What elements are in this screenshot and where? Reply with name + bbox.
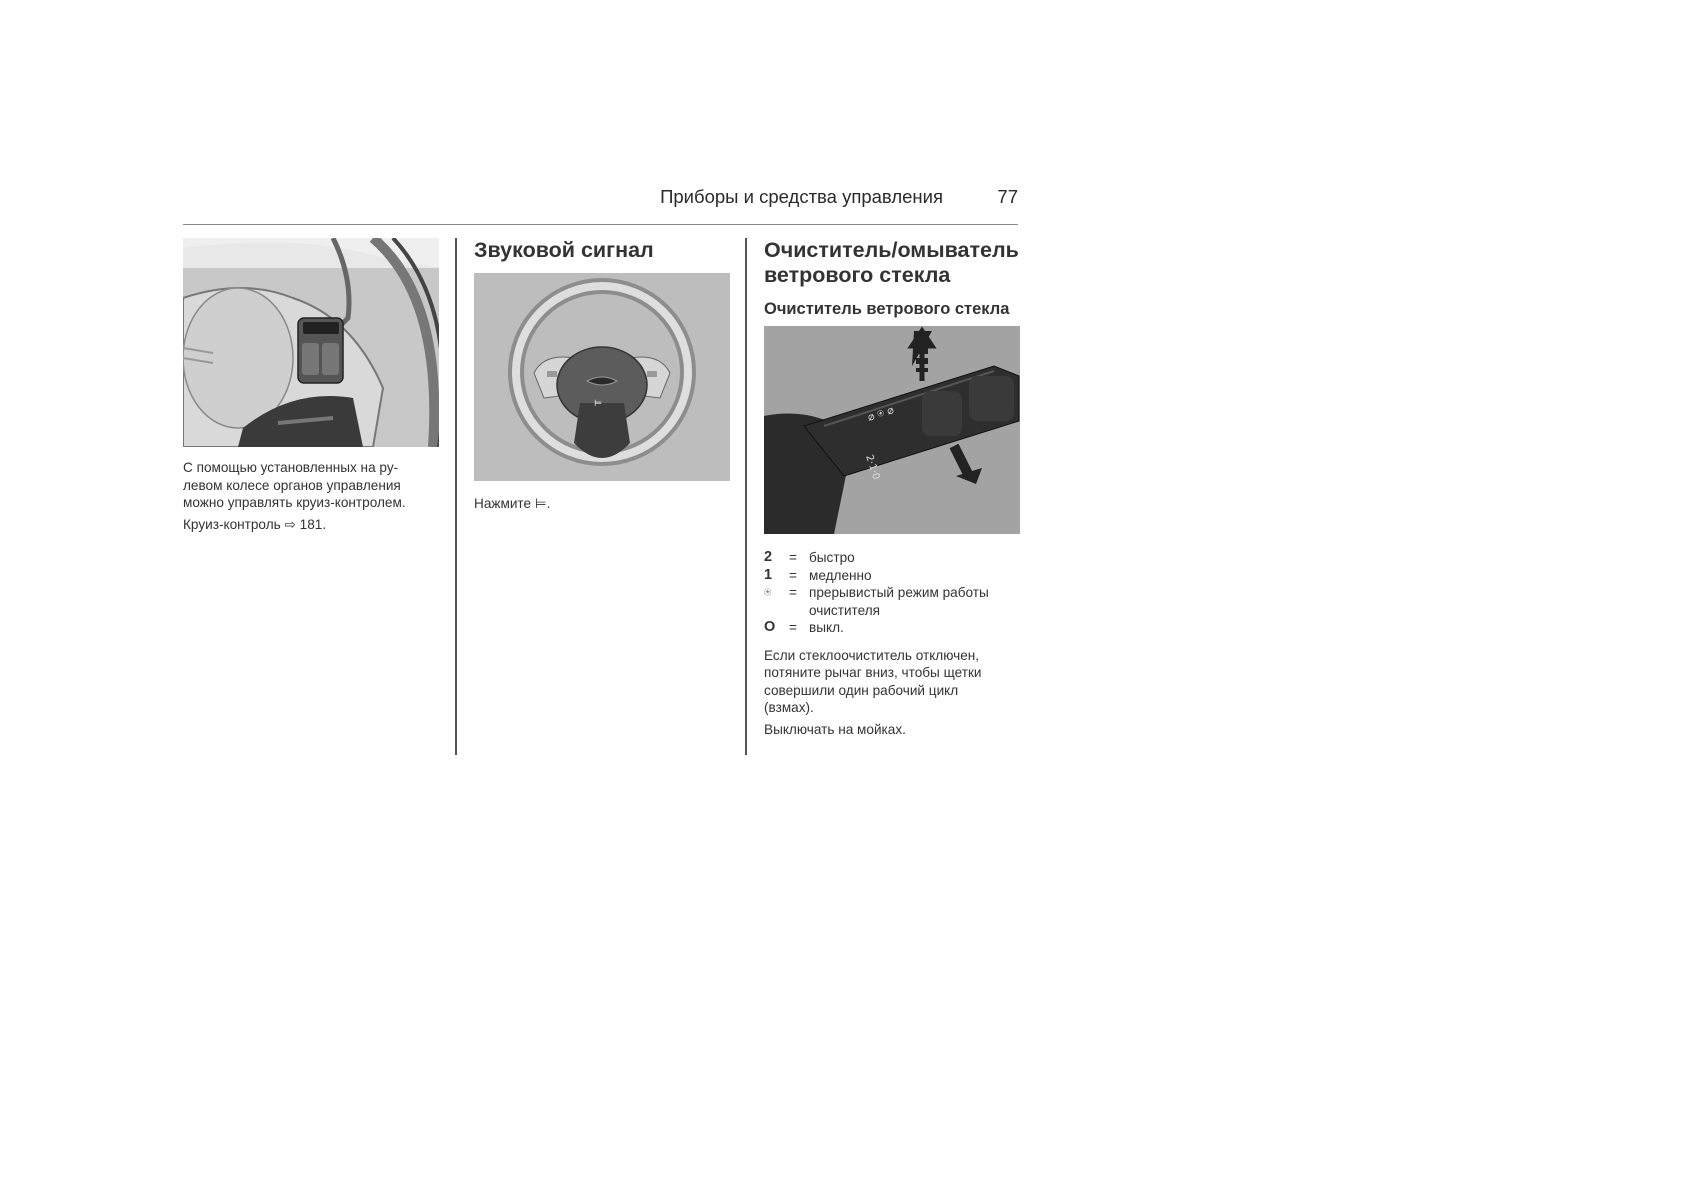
column-divider <box>745 238 747 755</box>
column-divider <box>455 238 457 755</box>
horn-section-title: Звуковой сигнал <box>474 238 654 262</box>
steering-wheel-controls-image <box>183 238 439 447</box>
svg-text:⌀ ⍟ ⌀: ⌀ ⍟ ⌀ <box>865 403 896 424</box>
page-number: 77 <box>997 186 1018 207</box>
page-header <box>183 178 1018 225</box>
column-horn <box>474 238 730 513</box>
cruise-controls-description: С помощью установленных на ру- левом колесе органов управления можно управлять круиз-контролем. <box>183 460 406 510</box>
wiper-carwash-note: Выключать на мойках. <box>764 721 906 737</box>
steering-wheel-horn-image <box>474 273 730 481</box>
legend-item: O = выкл. <box>764 619 844 635</box>
wiper-legend <box>764 549 1024 738</box>
svg-text:⊨: ⊨ <box>594 399 602 409</box>
legend-item: 1 = медленно <box>764 566 872 583</box>
legend-item: 2 = быстро <box>764 549 855 565</box>
wiper-section-title: Очиститель/омыватель ветрового стекла <box>764 238 1019 287</box>
horn-instruction: Нажмите ⊨. <box>474 496 551 511</box>
svg-text:2·1·0: 2·1·0 <box>863 453 882 482</box>
wiper-lever-image <box>764 326 1020 534</box>
intermittent-wipe-icon: ⍟ <box>764 585 772 599</box>
cruise-control-crossref[interactable]: Круиз-контроль ⇨ 181. <box>183 516 327 532</box>
header-title: Приборы и средства управления <box>660 186 943 207</box>
legend-item: ⍟ = прерывистый режим работы очистителя <box>764 585 989 618</box>
column-wiper <box>764 238 1020 534</box>
wiper-single-wipe-text: Если стеклоочиститель отключен, потяните рычаг вниз, чтобы щетки совершили один рабочий цикл (взмах). <box>764 647 982 715</box>
column-cruise-controls <box>183 238 439 533</box>
wiper-subtitle: Очиститель ветрового стекла <box>764 300 1010 318</box>
